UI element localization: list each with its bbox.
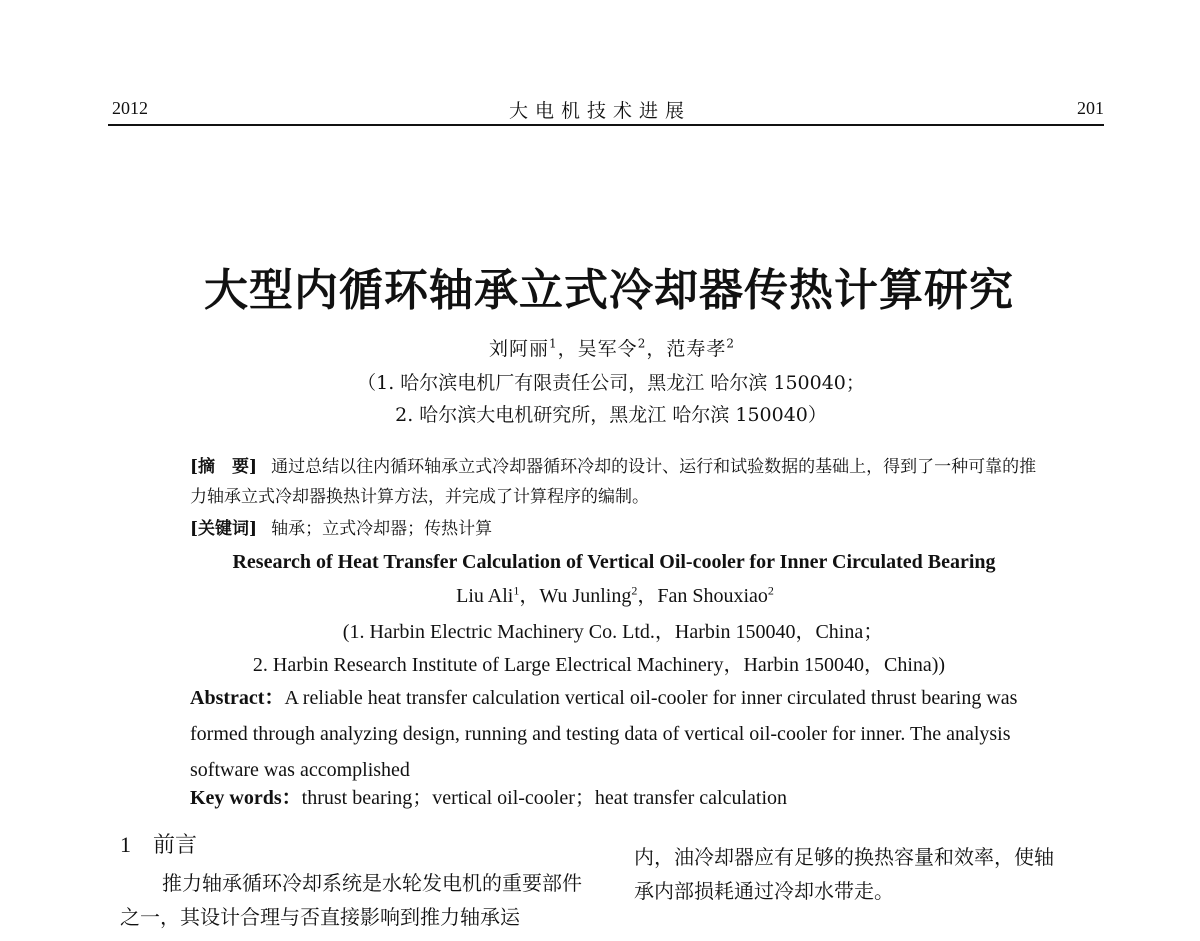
abstract-zh-label: [摘 要]	[190, 457, 258, 477]
authors-en: Liu Ali$^1$，Wu Junling$^2$，Fan Shouxiao$^2$	[456, 583, 774, 607]
affiliation-en-2: 2. Harbin Research Institute of Large Electrical Machinery，Harbin 150040，China))	[252, 654, 946, 676]
abstract-en-label: Abstract：	[190, 687, 285, 709]
author-affil-mark: 1	[549, 336, 558, 351]
author-name: Fan Shouxiao	[657, 585, 768, 607]
author-affil-mark: 2	[631, 583, 638, 598]
section-heading	[120, 828, 197, 859]
abstract-en	[190, 680, 1050, 788]
author-name: 刘阿丽	[489, 338, 550, 360]
keywords-zh-text: 轴承；立式冷却器；传热计算	[271, 519, 493, 539]
affiliation-zh-1: （1. 哈尔滨电机厂有限责任公司，黑龙江 哈尔滨 150040；	[357, 372, 865, 394]
author-affil-mark: 2	[726, 336, 735, 351]
keywords-en-text: thrust bearing；vertical oil-cooler；heat transfer calculation	[301, 787, 788, 809]
section-number: 1	[120, 832, 131, 857]
author-affil-mark: 2	[767, 583, 774, 598]
author-name: 吴军令	[577, 338, 638, 360]
paper-title-zh: 大型内循环轴承立式冷却器传热计算研究	[204, 265, 1014, 316]
abstract-zh	[190, 452, 1042, 512]
author-name: Liu Ali	[456, 585, 514, 607]
author-name: 范寿孝	[666, 338, 727, 360]
affiliation-zh-2: 2. 哈尔滨大电机研究所，黑龙江 哈尔滨 150040）	[395, 404, 827, 426]
page-number: 201	[1077, 98, 1104, 118]
body-text-left-column: 推力轴承循环冷却系统是水轮发电机的重要部件之一，其设计合理与否直接影响到推力轴承运	[120, 871, 582, 929]
keywords-zh	[190, 514, 492, 539]
keywords-en	[190, 781, 787, 810]
header-year: 2012	[112, 98, 148, 118]
paper-title-en: Research of Heat Transfer Calculation of Vertical Oil-cooler for Inner Circulated Bearing	[232, 551, 996, 573]
journal-name: 大电机技术进展	[508, 100, 691, 122]
body-text-right-column: 内，油冷却器应有足够的换热容量和效率，使轴承内部损耗通过冷却水带走。	[634, 845, 1054, 903]
authors-zh: 刘阿丽$^1$，吴军令$^2$，范寿孝$^2$	[489, 336, 735, 360]
affiliation-en-1: (1. Harbin Electric Machinery Co. Ltd.，Harbin 150040，China；	[342, 621, 884, 643]
author-affil-mark: 2	[637, 336, 647, 351]
author-affil-mark: 1	[513, 583, 520, 598]
author-name: Wu Junling	[539, 585, 632, 607]
section-title: 前言	[153, 833, 198, 858]
keywords-en-label: Key words：	[190, 787, 302, 809]
abstract-zh-text: 通过总结以往内循环轴承立式冷却器循环冷却的设计、运行和试验数据的基础上，得到了一种可靠的推力轴承立式冷却器换热计算方法，并完成了计算程序的编制。	[190, 457, 1037, 507]
header-rule	[108, 124, 1104, 126]
abstract-en-text: A reliable heat transfer calculation vertical oil-cooler for inner circulated thrust bearing was formed through analyzing design, running and testing data of vertical oil-cooler for inner. The analysis software was accomplished	[190, 687, 1018, 781]
keywords-zh-label: [关键词]	[190, 519, 258, 539]
